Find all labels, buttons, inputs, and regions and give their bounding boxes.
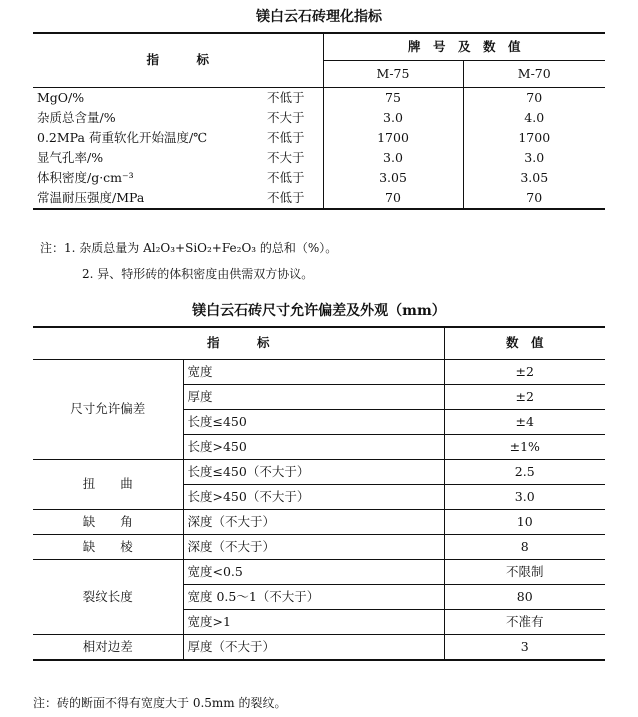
value-m75: 3.0: [323, 108, 463, 128]
item-label: 宽度<0.5: [183, 560, 444, 585]
item-value: ±1%: [444, 435, 605, 460]
value-m75: 3.05: [323, 168, 463, 188]
value-m70: 70: [526, 189, 543, 205]
item-label: 厚度（不大于）: [183, 635, 444, 661]
header-value: 数 值: [444, 327, 605, 360]
property-condition: 不大于: [263, 108, 323, 128]
header-index: 指 标: [33, 327, 444, 360]
item-value: ±4: [444, 410, 605, 435]
item-label: 长度≤450（不大于）: [183, 460, 444, 485]
property-condition: 不低于: [263, 128, 323, 148]
table-row: [33, 148, 605, 168]
table-row: [33, 535, 605, 560]
dimension-tolerance-table: [33, 326, 605, 661]
value-m75: 70: [323, 188, 463, 209]
value-m70: 3.05: [520, 169, 549, 185]
value-m75: 75: [323, 88, 463, 109]
table1-note-1: 注：1. 杂质总量为 Al₂O₃+SiO₂+Fe₂O₃ 的总和（%）。: [40, 241, 338, 255]
group-size-tolerance: 尺寸允许偏差: [33, 360, 183, 460]
value-m70: 70: [526, 89, 543, 105]
header-m70: M-70: [463, 61, 605, 88]
property-name: MgO/%: [37, 89, 85, 105]
item-label: 长度≤450: [183, 410, 444, 435]
physicochemical-table: [33, 32, 605, 210]
table-row: [33, 128, 605, 148]
item-value: 80: [444, 585, 605, 610]
item-value: 2.5: [444, 460, 605, 485]
group-crack-length: 裂纹长度: [33, 560, 183, 635]
table2-note: 注：砖的断面不得有宽度大于 0.5mm 的裂纹。: [33, 696, 287, 710]
table-row: [33, 560, 605, 585]
item-label: 深度（不大于）: [183, 535, 444, 560]
table1-note-2: 2. 异、特形砖的体积密度由供需双方协议。: [82, 267, 314, 281]
item-label: 深度（不大于）: [183, 510, 444, 535]
header-m75: M-75: [323, 61, 463, 88]
item-value: 不准有: [444, 610, 605, 635]
property-condition: 不低于: [263, 188, 323, 209]
property-condition: 不低于: [263, 88, 323, 109]
value-m75: 3.0: [323, 148, 463, 168]
table1-title: 镁白云石砖理化指标: [256, 9, 382, 25]
table-row: [33, 108, 605, 128]
property-condition: 不低于: [263, 168, 323, 188]
item-label: 宽度>1: [183, 610, 444, 635]
item-value: 8: [444, 535, 605, 560]
value-m70: 4.0: [524, 109, 545, 125]
group-missing-edge: 缺 棱: [33, 535, 183, 560]
header-grade: 牌 号 及 数 值: [323, 33, 605, 61]
table-row: [33, 188, 605, 209]
item-label: 长度>450（不大于）: [183, 485, 444, 510]
value-m70: 1700: [518, 129, 551, 145]
group-relative-side-diff: 相对边差: [33, 635, 183, 661]
item-value: ±2: [444, 360, 605, 385]
item-value: 3.0: [444, 485, 605, 510]
table-row: [33, 460, 605, 485]
item-label: 长度>450: [183, 435, 444, 460]
table2-title: 镁白云石砖尺寸允许偏差及外观（mm）: [192, 303, 446, 319]
property-name: 0.2MPa 荷重软化开始温度/℃: [37, 129, 208, 145]
table-row: [33, 88, 605, 109]
value-m70: 3.0: [524, 149, 545, 165]
property-name: 显气孔率/%: [37, 149, 104, 165]
group-missing-corner: 缺 角: [33, 510, 183, 535]
item-value: 10: [444, 510, 605, 535]
item-label: 宽度: [183, 360, 444, 385]
property-name: 常温耐压强度/MPa: [37, 189, 145, 205]
property-name: 体积密度/g·cm⁻³: [37, 169, 134, 185]
property-name: 杂质总含量/%: [37, 109, 116, 125]
item-label: 厚度: [183, 385, 444, 410]
item-value: ±2: [444, 385, 605, 410]
item-value: 3: [444, 635, 605, 661]
value-m75: 1700: [323, 128, 463, 148]
item-label: 宽度 0.5～1（不大于）: [183, 585, 444, 610]
table-row: [33, 360, 605, 385]
group-twist: 扭 曲: [33, 460, 183, 510]
table-row: [33, 168, 605, 188]
item-value: 不限制: [444, 560, 605, 585]
property-condition: 不大于: [263, 148, 323, 168]
table-row: [33, 635, 605, 661]
table-row: [33, 510, 605, 535]
header-index: 指 标: [33, 33, 323, 88]
